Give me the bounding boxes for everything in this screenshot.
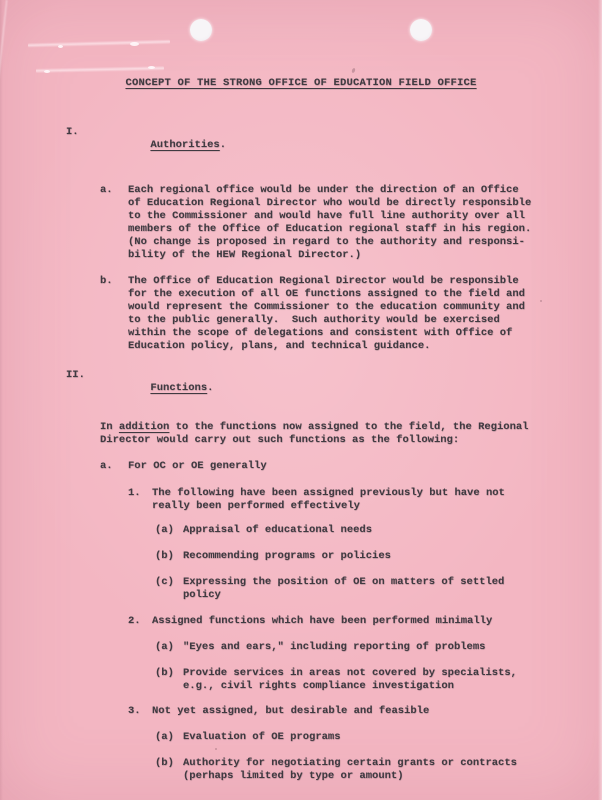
document-title (0, 77, 602, 90)
section-heading-authorities (0, 126, 602, 165)
document-line: Provide services in areas not covered by specialists, (183, 667, 517, 679)
numbered-item-1 (0, 487, 602, 513)
numbered-item-2 (0, 615, 602, 628)
document-line: "Eyes and ears," including reporting of problems (183, 641, 486, 653)
paper-scratch (130, 42, 139, 46)
document-line: The Office of Education Regional Director would be responsible (128, 275, 519, 287)
numbered-item-3 (0, 705, 602, 718)
sub-item-2a (0, 641, 602, 654)
document-line: to the public generally. Such authority would be exercised (128, 314, 500, 326)
item-label: a. (100, 184, 113, 196)
document-line: Assigned functions which have been performed minimally (152, 615, 493, 627)
document-line: Education policy, plans, and technical guidance. (128, 340, 431, 352)
paper-scratch (58, 45, 63, 48)
document-line: Evaluation of OE programs (183, 731, 341, 743)
section-heading-text: Authorities (150, 139, 220, 151)
section-numeral: II. (66, 369, 85, 381)
hole-punch-icon (410, 19, 432, 41)
sub-item-1c (0, 576, 602, 602)
sub-item-2b (0, 667, 602, 693)
section-heading-punct: . (219, 139, 227, 151)
document-title-text: CONCEPT OF THE STRONG OFFICE OF EDUCATION FIELD OFFICE (125, 77, 477, 89)
document-line: Director would carry out such functions as the following: (100, 434, 460, 446)
paper-crease (28, 39, 170, 48)
document-line: e.g., civil rights compliance investigation (183, 680, 454, 692)
section-heading-functions (0, 369, 602, 408)
item-label: (b) (155, 757, 174, 769)
item-label: (a) (155, 731, 174, 743)
paper-scratch (148, 66, 155, 69)
item-label: a. (100, 460, 113, 472)
intro-text: In (100, 421, 119, 433)
item-a-authorities (0, 184, 602, 262)
item-b-authorities (0, 275, 602, 353)
document-line: Each regional office would be under the direction of an Office (128, 184, 519, 196)
document-line: bility of the HEW Regional Director.) (128, 249, 362, 261)
item-label: (a) (155, 641, 174, 653)
document-line: (No change is proposed in regard to the authority and responsi- (128, 236, 525, 248)
sub-item-1b (0, 550, 602, 563)
item-label: (b) (155, 550, 174, 562)
hole-punch-icon (190, 19, 212, 41)
item-label: (c) (155, 576, 174, 588)
document-line (100, 421, 602, 434)
item-label: (a) (155, 524, 174, 536)
document-line: The following have been assigned previously but have not (152, 487, 505, 499)
document-line: (perhaps limited by type or amount) (183, 770, 404, 782)
item-label: 2. (128, 615, 141, 627)
document-body (0, 126, 602, 796)
item-a-functions (0, 460, 602, 473)
document-line: for the execution of all OE functions assigned to the field and (128, 288, 525, 300)
intro-text: to the functions now assigned to the field, the Regional (169, 421, 529, 433)
section-heading-text: Functions (150, 382, 208, 394)
item-label: 3. (128, 705, 141, 717)
ink-speck (351, 68, 356, 74)
item-label: 1. (128, 487, 141, 499)
document-line: For OC or OE generally (128, 460, 267, 472)
paper-scratch (44, 70, 50, 73)
intro-underlined-word: addition (118, 421, 170, 433)
document-line: would represent the Commissioner to the education community and (128, 301, 525, 313)
document-line: really been performed effectively (152, 500, 360, 512)
document-line: Authority for negotiating certain grants or contracts (183, 757, 517, 769)
document-line: members of the Office of Education regional staff in his region. (128, 223, 532, 235)
section-heading-punct: . (207, 382, 214, 394)
sub-item-3b (0, 757, 602, 783)
document-line: Expressing the position of OE on matters of settled (183, 576, 505, 588)
section-numeral: I. (66, 126, 79, 138)
document-line: to the Commissioner and would have full line authority over all (128, 210, 525, 222)
sub-item-1a (0, 524, 602, 537)
document-line: Recommending programs or policies (183, 550, 391, 562)
item-label: b. (100, 275, 113, 287)
document-line: of Education Regional Director who would be directly responsible (128, 197, 532, 209)
item-label: (b) (155, 667, 174, 679)
functions-intro-paragraph (100, 421, 602, 447)
paper-crease (36, 66, 164, 74)
sub-item-3a (0, 731, 602, 744)
document-line: policy (183, 589, 221, 601)
document-line: Not yet assigned, but desirable and feasible (152, 705, 430, 717)
document-line: within the scope of delegations and consistent with Office of (128, 327, 513, 339)
document-line: Appraisal of educational needs (183, 524, 373, 536)
